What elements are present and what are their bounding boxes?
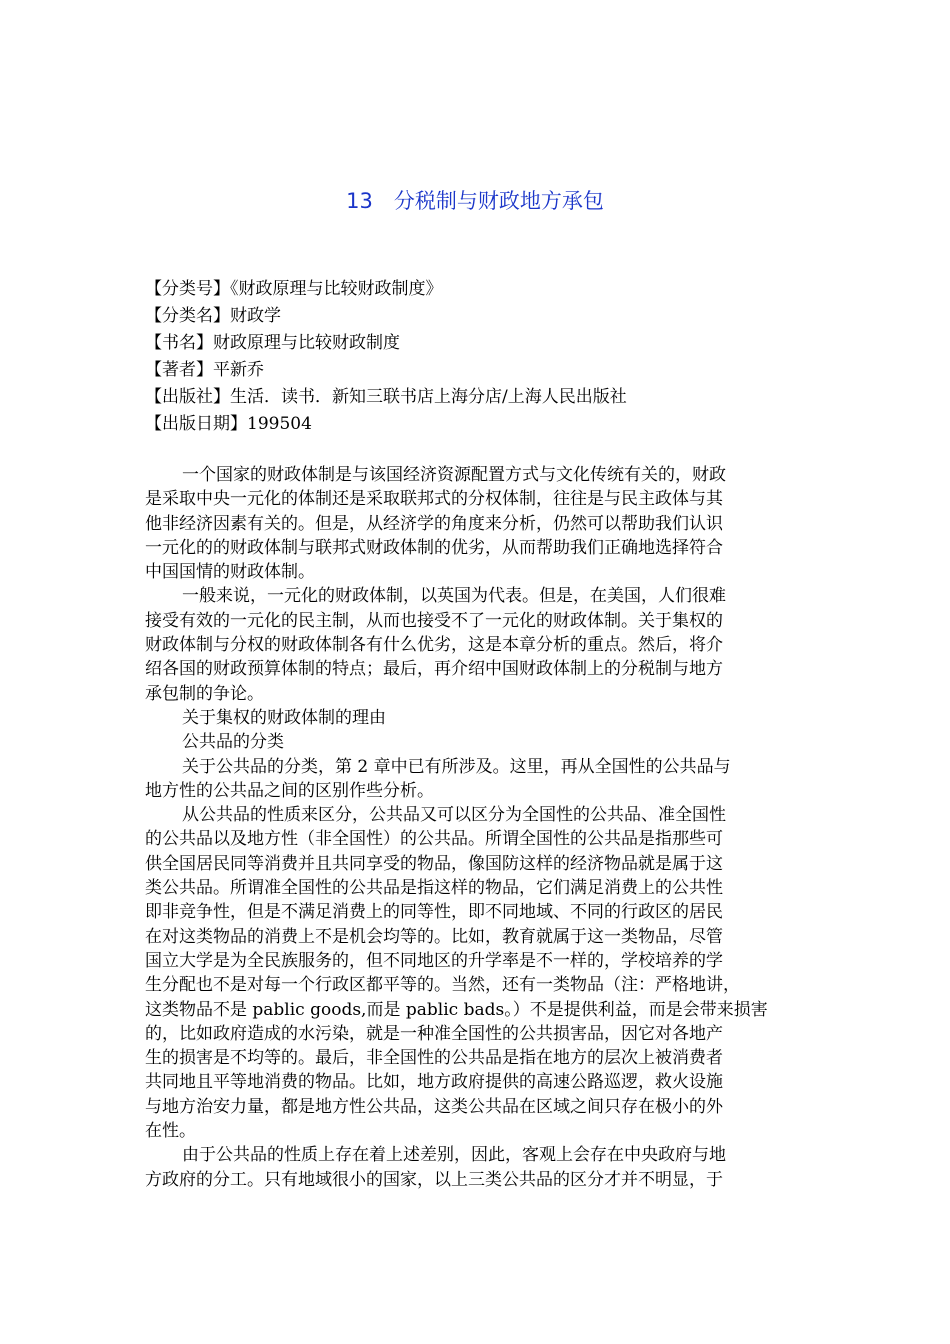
meta-key: 【书名】 xyxy=(145,333,213,353)
document-title: 13 分税制与财政地方承包 xyxy=(346,189,604,213)
meta-value: 生活．读书．新知三联书店上海分店/上海人民出版社 xyxy=(230,387,627,407)
paragraph-line: 接受有效的一元化的民主制，从而也接受不了一元化的财政体制。关于集权的 xyxy=(145,610,723,631)
meta-value: 财政原理与比较财政制度 xyxy=(213,333,400,353)
paragraph-line: 的，比如政府造成的水污染，就是一种准全国性的公共损害品，因它对各地产 xyxy=(145,1023,723,1044)
paragraph-line: 在对这类物品的消费上不是机会均等的。比如，教育就属于这一类物品，尽管 xyxy=(145,926,723,947)
meta-author xyxy=(145,357,825,384)
meta-key: 【出版社】 xyxy=(145,387,230,407)
meta-key: 【分类名】 xyxy=(145,306,230,326)
paragraph-line: 一个国家的财政体制是与该国经济资源配置方式与文化传统有关的，财政 xyxy=(182,465,726,485)
meta-value: 《财政原理与比较财政制度》 xyxy=(230,279,443,299)
bibliographic-info xyxy=(145,276,825,438)
paragraph-line: 这类物品不是 pablic goods,而是 pablic bads。）不是提供利益，而是会带来损害 xyxy=(145,999,768,1020)
paragraph-line: 绍各国的财政预算体制的特点；最后，再介绍中国财政体制上的分税制与地方 xyxy=(145,659,723,680)
paragraph-line: 财政体制与分权的财政体制各有什么优劣，这是本章分析的重点。然后，将介 xyxy=(145,635,723,656)
paragraph-line: 类公共品。所谓准全国性的公共品是指这样的物品，它们满足消费上的公共性 xyxy=(145,878,723,899)
body-text xyxy=(145,463,817,1192)
meta-publish-date xyxy=(145,411,825,438)
meta-value: 平新乔 xyxy=(213,360,264,380)
meta-key: 【分类号】 xyxy=(145,279,230,299)
subsection-heading: 公共品的分类 xyxy=(182,732,284,753)
meta-publisher xyxy=(145,384,825,411)
paragraph-line: 即非竞争性，但是不满足消费上的同等性，即不同地域、不同的行政区的居民 xyxy=(145,902,723,923)
meta-classification-number xyxy=(145,276,825,303)
paragraph-line: 与地方治安力量，都是地方性公共品，这类公共品在区域之间只存在极小的外 xyxy=(145,1096,723,1117)
paragraph-line: 生的损害是不均等的。最后，非全国性的公共品是指在地方的层次上被消费者 xyxy=(145,1048,723,1069)
paragraph-line: 方政府的分工。只有地域很小的国家，以上三类公共品的区分才并不明显，于 xyxy=(145,1169,723,1190)
paragraph-line: 由于公共品的性质上存在着上述差别，因此，客观上会存在中央政府与地 xyxy=(182,1145,726,1166)
paragraph-line: 从公共品的性质来区分，公共品又可以区分为全国性的公共品、准全国性 xyxy=(182,805,726,826)
paragraph-line: 在性。 xyxy=(145,1121,196,1142)
paragraph-line: 国立大学是为全民族服务的，但不同地区的升学率是不一样的，学校培养的学 xyxy=(145,950,723,971)
paragraph-line: 地方性的公共品之间的区别作些分析。 xyxy=(145,780,434,801)
meta-key: 【著者】 xyxy=(145,360,213,380)
meta-value: 财政学 xyxy=(230,306,281,326)
meta-value: 199504 xyxy=(247,414,312,434)
paragraph-line: 生分配也不是对每一个行政区都平等的。当然，还有一类物品（注：严格地讲， xyxy=(145,975,740,996)
paragraph-line: 中国国情的财政体制。 xyxy=(145,562,315,583)
section-heading: 关于集权的财政体制的理由 xyxy=(182,707,386,728)
paragraph-line: 的公共品以及地方性（非全国性）的公共品。所谓全国性的公共品是指那些可 xyxy=(145,829,723,850)
paragraph-line: 关于公共品的分类，第 2 章中已有所涉及。这里，再从全国性的公共品与 xyxy=(182,756,731,777)
meta-classification-name xyxy=(145,303,825,330)
paragraph-line: 供全国居民同等消费并且共同享受的物品，像国防这样的经济物品就是属于这 xyxy=(145,853,723,874)
paragraph-line: 一般来说，一元化的财政体制，以英国为代表。但是，在美国，人们很难 xyxy=(182,586,726,607)
paragraph-line: 是采取中央一元化的体制还是采取联邦式的分权体制，往往是与民主政体与其 xyxy=(145,489,723,510)
meta-key: 【出版日期】 xyxy=(145,414,247,434)
meta-book-title xyxy=(145,330,825,357)
paragraph-line: 共同地且平等地消费的物品。比如，地方政府提供的高速公路巡逻，救火设施 xyxy=(145,1072,723,1093)
paragraph-line: 承包制的争论。 xyxy=(145,683,264,704)
paragraph-line: 一元化的的财政体制与联邦式财政体制的优劣，从而帮助我们正确地选择符合 xyxy=(145,537,723,558)
paragraph-line: 他非经济因素有关的。但是，从经济学的角度来分析，仍然可以帮助我们认识 xyxy=(145,513,723,534)
